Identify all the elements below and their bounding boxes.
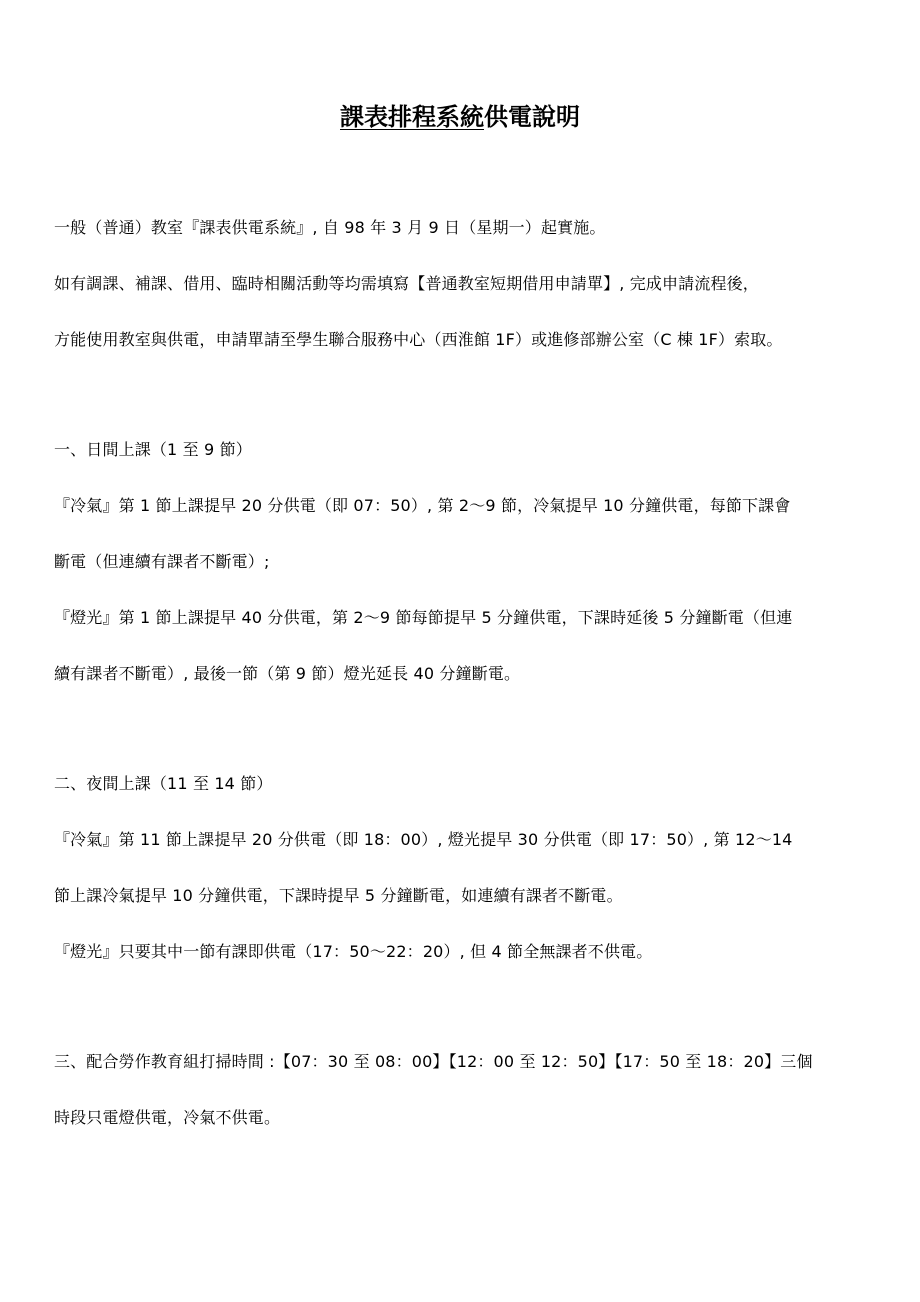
intro-line-3: 方能使用教室與供電，申請單請至學生聯合服務中心（西淮館 1F）或進修部辦公室（C 棟 1F）索取。 [54, 330, 783, 349]
section-3-line-2: 時段只電燈供電，冷氣不供電。 [54, 1108, 281, 1127]
section-1-line-3: 『燈光』第 1 節上課提早 40 分供電，第 2～9 節每節提早 5 分鐘供電，下課時延後 5 分鐘斷電（但連 [54, 608, 793, 627]
section-2-heading: 二、夜間上課（11 至 14 節） [54, 774, 273, 793]
section-1-line-1: 『冷氣』第 1 節上課提早 20 分供電（即 07：50）, 第 2～9 節，冷氣提早 10 分鐘供電，每節下課會 [54, 496, 791, 515]
page-title [0, 100, 920, 134]
section-1-heading: 一、日間上課（1 至 9 節） [54, 440, 252, 459]
section-2-line-3: 『燈光』只要其中一節有課即供電（17：50～22：20）, 但 4 節全無課者不供電。 [54, 942, 653, 961]
section-1-line-4: 續有課者不斷電）, 最後一節（第 9 節）燈光延長 40 分鐘斷電。 [54, 664, 521, 683]
page-title-underlined-part: 課表排程系統 [340, 103, 484, 131]
section-2-line-2: 節上課冷氣提早 10 分鐘供電，下課時提早 5 分鐘斷電，如連續有課者不斷電。 [54, 886, 623, 905]
section-1-line-2: 斷電（但連續有課者不斷電）; [54, 552, 270, 571]
intro-line-1: 一般（普通）教室『課表供電系統』, 自 98 年 3 月 9 日（星期一）起實施。 [54, 218, 606, 237]
intro-line-2: 如有調課、補課、借用、臨時相關活動等均需填寫【普通教室短期借用申請單】, 完成申請流程後， [54, 274, 759, 293]
section-3-line-1: 三、配合勞作教育組打掃時間 :【07：30 至 08：00】【12：00 至 12：50】【17：50 至 18：20】三個 [54, 1052, 813, 1071]
page-title-rest: 供電說明 [484, 103, 580, 131]
section-2-line-1: 『冷氣』第 11 節上課提早 20 分供電（即 18：00）, 燈光提早 30 分供電（即 17：50）, 第 12～14 [54, 830, 793, 849]
